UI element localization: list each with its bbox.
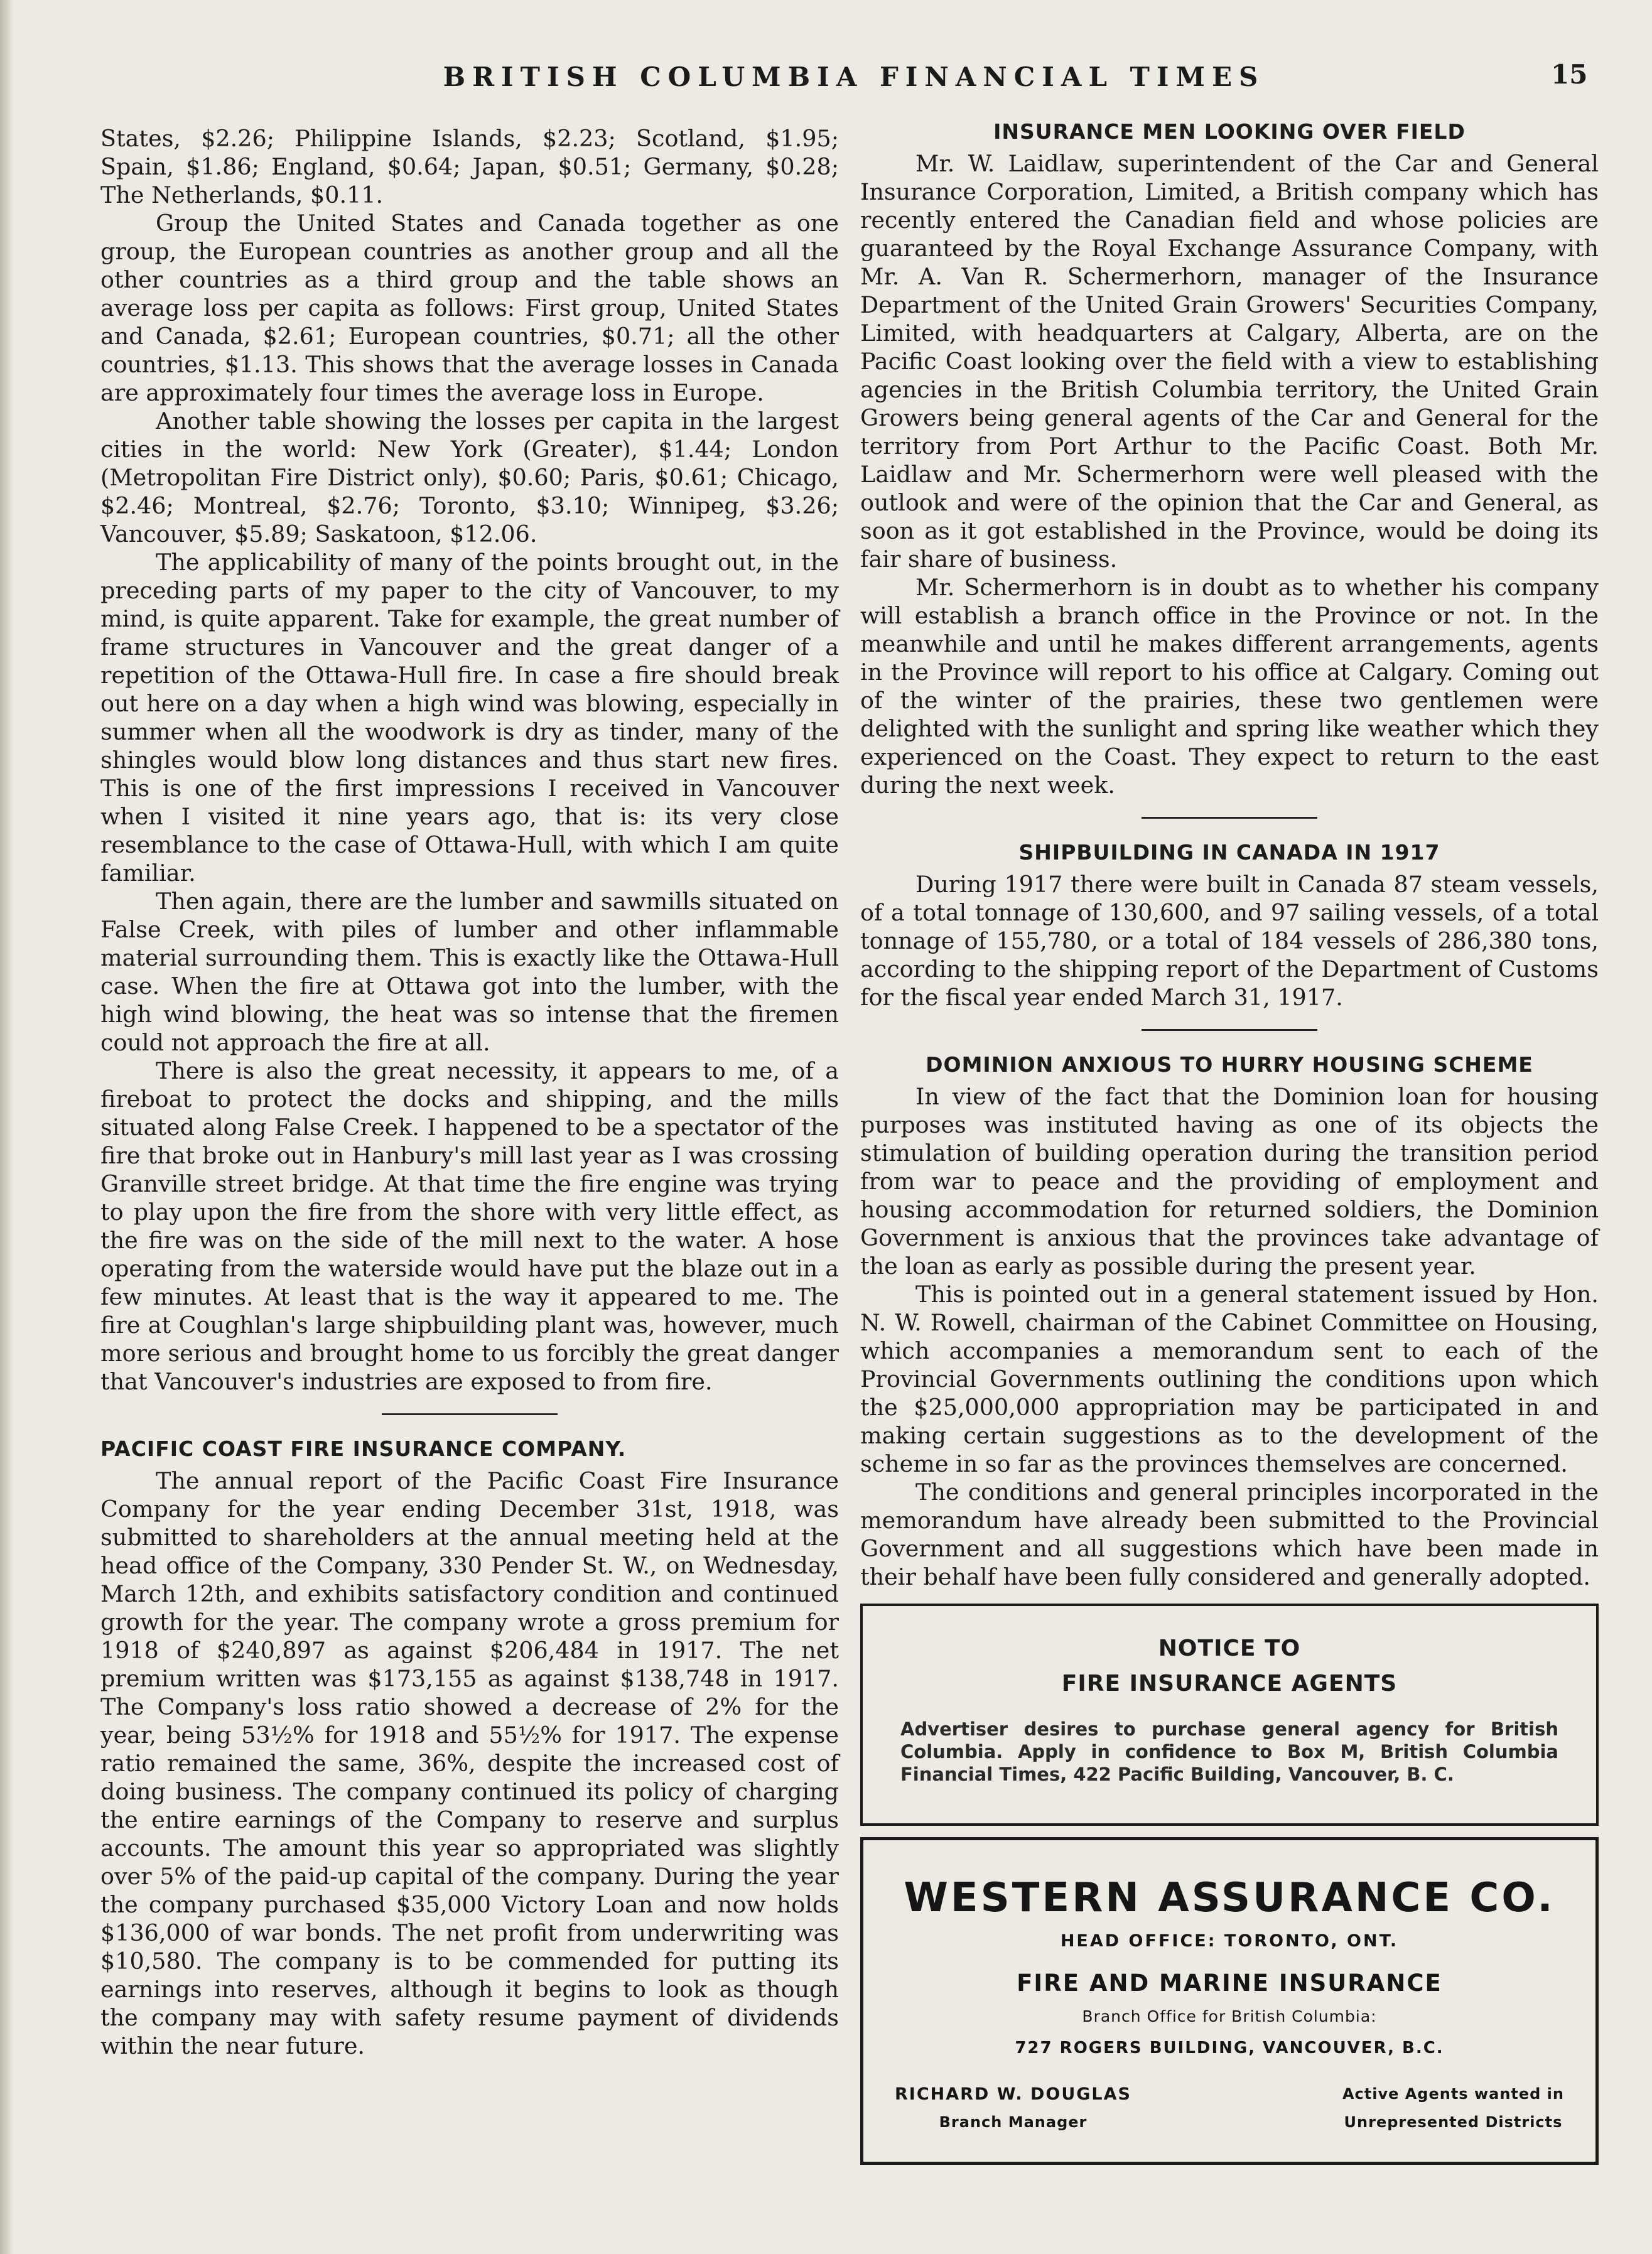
ad-address: 727 ROGERS BUILDING, VANCOUVER, B.C. [1015,2039,1444,2057]
notice-body: Advertiser desires to purchase general agency for British Columbia. Apply in confidence to Box M, British Columbia Financial Times, 422 Pacific Building, Vancouver, B. C. [900,1718,1558,1785]
article-body-pacific-coast: The annual report of the Pacific Coast Fire Insurance Company for the year ending December 31st, 1918, was submitted to shareholders at the annual meeting held at the head office of the Company, 330 Pender St. W., on Wednesday, March 12th, and exhibits satisfactory condition and continued growth for the year. The company wrote a gross premium for 1918 of $240,897 as against $206,484 in 1917. The net premium written was $173,155 as against $138,748 in 1917. The Company's loss ratio showed a decrease of 2% for the year, being 53½% for 1918 and 55½% for 1917. The expense ratio remained the same, 36%, despite the increased cost of doing business. The company continued its policy of charging the entire earnings of the Company to reserve and surplus accounts. The amount this year so appropriated was slightly over 5% of the paid-up capital of the company. During the year the company purchased $35,000 Victory Loan and now holds $136,000 of war bonds. The net profit from underwriting was $10,580. The company is to be commended for putting its earnings into reserves, although it begins to look as though the company may with safety resume payment of dividends within the near future. [100,1467,839,2059]
paragraph: Then again, there are the lumber and sawmills situated on False Creek, with piles of lumber and other inflammable material surrounding them. This is exactly like the Ottawa-Hull case. When the fire at Ottawa got into the lumber, with the high wind blowing, the heat was so intense that the firemen could not approach the fire at all. [100,888,839,1056]
left-column [100,124,839,2060]
article-body-shipbuilding: During 1917 there were built in Canada 87 steam vessels, of a total tonnage of 130,600, and 97 sailing vessels, of a total tonnage of 155,780, or a total of 184 vessels of 286,380 tons, according to the shipping report of the Department of Customs for the fiscal year ended March 31, 1917. [860,871,1599,1011]
ad-agents-line2: Unrepresented Districts [1344,2113,1563,2131]
paragraph: The applicability of many of the points brought out, in the preceding parts of my paper to the city of Vancouver, to my mind, is quite apparent. Take for example, the great number of frame structures in Vancouver and the great danger of a repetition of the Ottawa-Hull fire. In case a fire should break out here on a day when a high wind was blowing, especially in summer when all the woodwork is dry as tinder, many of the shingles would blow long distances and thus start new fires. This is one of the first impressions I received in Vancouver when I visited it nine years ago, that is: its very close resemblance to the case of Ottawa-Hull, with which I am quite familiar. [100,549,839,887]
ad-head-office: HEAD OFFICE: TORONTO, ONT. [1060,1931,1399,1951]
ad-footer [895,2080,1564,2137]
page-edge-shadow [0,0,14,2254]
ad-manager-name: RICHARD W. DOUGLAS [895,2084,1131,2104]
paragraph: States, $2.26; Philippine Islands, $2.23; Scotland, $1.95; Spain, $1.86; England, $0.64; Japan, $0.51; Germany, $0.28; The Netherlands, $0.11. [100,125,839,208]
article-heading-pacific-coast: PACIFIC COAST FIRE INSURANCE COMPANY. [100,1437,627,1461]
paragraph: Another table showing the losses per capita in the largest cities in the world: New York (Greater), $1.44; London (Metropolitan Fire District only), $0.60; Paris, $0.61; Chicago, $2.46; Montreal, $2.76; Toronto, $3.10; Winnipeg, $3.26; Vancouver, $5.89; Saskatoon, $12.06. [100,407,839,547]
ad-tagline: FIRE AND MARINE INSURANCE [1017,1970,1442,1997]
paragraph: This is pointed out in a general statement issued by Hon. N. W. Rowell, chairman of the Cabinet Committee on Housing, which accompanies a memorandum sent to each of the Provincial Governments outlining the conditions upon which the $25,000,000 appropriation may be participated in and making certain suggestions as to the development of the scheme in so far as the provinces themselves are concerned. [860,1281,1599,1477]
ad-company-name: WESTERN ASSURANCE CO. [904,1875,1555,1921]
paragraph: There is also the great necessity, it appears to me, of a fireboat to protect the docks and shipping, and the mills situated along False Creek. I happened to be a spectator of the fire that broke out in Hanbury's mill last year as I was crossing Granville street bridge. At that time the fire engine was trying to play upon the fire from the shore with very little effect, as the fire was on the side of the mill next to the water. A hose operating from the waterside would have put the blaze out in a few minutes. At least that is the way it appeared to me. The fire at Coughlan's large shipbuilding plant was, however, much more serious and brought home to us forcibly the great danger that Vancouver's industries are exposed to from fire. [100,1057,839,1395]
paragraph: In view of the fact that the Dominion loan for housing purposes was instituted having as one of its objects the stimulation of building operation during the transition period from war to peace and the providing of employment and housing accommodation for returned soldiers, the Dominion Government is anxious that the provinces take advantage of the loan as early as possible during the present year. [860,1083,1599,1280]
section-divider [1142,817,1317,819]
notice-advertisement [860,1604,1599,1826]
article-heading-insurance-men: INSURANCE MEN LOOKING OVER FIELD [993,119,1466,144]
section-divider [382,1413,558,1415]
article-heading-dominion: DOMINION ANXIOUS TO HURRY HOUSING SCHEME [926,1052,1533,1077]
article-heading-shipbuilding: SHIPBUILDING IN CANADA IN 1917 [1018,840,1440,865]
ad-branch-office: Branch Office for British Columbia: [1082,2007,1377,2025]
right-column [860,118,1599,2165]
paragraph: Mr. Schermerhorn is in doubt as to whether his company will establish a branch office in the Province or not. In the meanwhile and until he makes different arrangements, agents in the Province will report to his office at Calgary. Coming out of the winter of the prairies, these two gentlemen were delighted with the sunlight and spring like weather which they experienced on the Coast. They expect to return to the east during the next week. [860,574,1599,799]
page-number: 15 [1551,59,1588,90]
notice-title-line2: FIRE INSURANCE AGENTS [1061,1671,1398,1696]
ad-agents-wanted [1342,2080,1564,2137]
paragraph: Mr. W. Laidlaw, superintendent of the Car and General Insurance Corporation, Limited, a British company which has recently entered the Canadian field and whose policies are guaranteed by the Royal Exchange Assurance Company, with Mr. A. Van R. Schermerhorn, manager of the Insurance Department of the United Grain Growers' Securities Company, Limited, with headquarters at Calgary, Alberta, are on the Pacific Coast looking over the field with a view to establishing agencies in the British Columbia territory, the United Grain Growers being general agents of the Car and General for the territory from Port Arthur to the Pacific Coast. Both Mr. Laidlaw and Mr. Schermerhorn were well pleased with the outlook and were of the opinion that the Car and General, as soon as it got established in the Province, would be doing its fair share of business. [860,150,1599,573]
ad-agents-line1: Active Agents wanted in [1342,2085,1564,2103]
western-assurance-advertisement [860,1837,1599,2165]
ad-manager-title: Branch Manager [939,2113,1088,2131]
section-divider [1142,1029,1317,1031]
paragraph: Group the United States and Canada together as one group, the European countries as another group and all the other countries as a third group and the table shows an average loss per capita as follows: First group, United States and Canada, $2.61; European countries, $0.71; all the other countries, $1.13. This shows that the average losses in Canada are approximately four times the average loss in Europe. [100,210,839,406]
paragraph: The conditions and general principles incorporated in the memorandum have already been submitted to the Provincial Government and all suggestions which have been made in their behalf have been fully considered and generally adopted. [860,1479,1599,1590]
running-title: BRITISH COLUMBIA FINANCIAL TIMES [443,62,1265,92]
ad-manager [895,2080,1131,2137]
notice-title-line1: NOTICE TO [1158,1636,1301,1661]
